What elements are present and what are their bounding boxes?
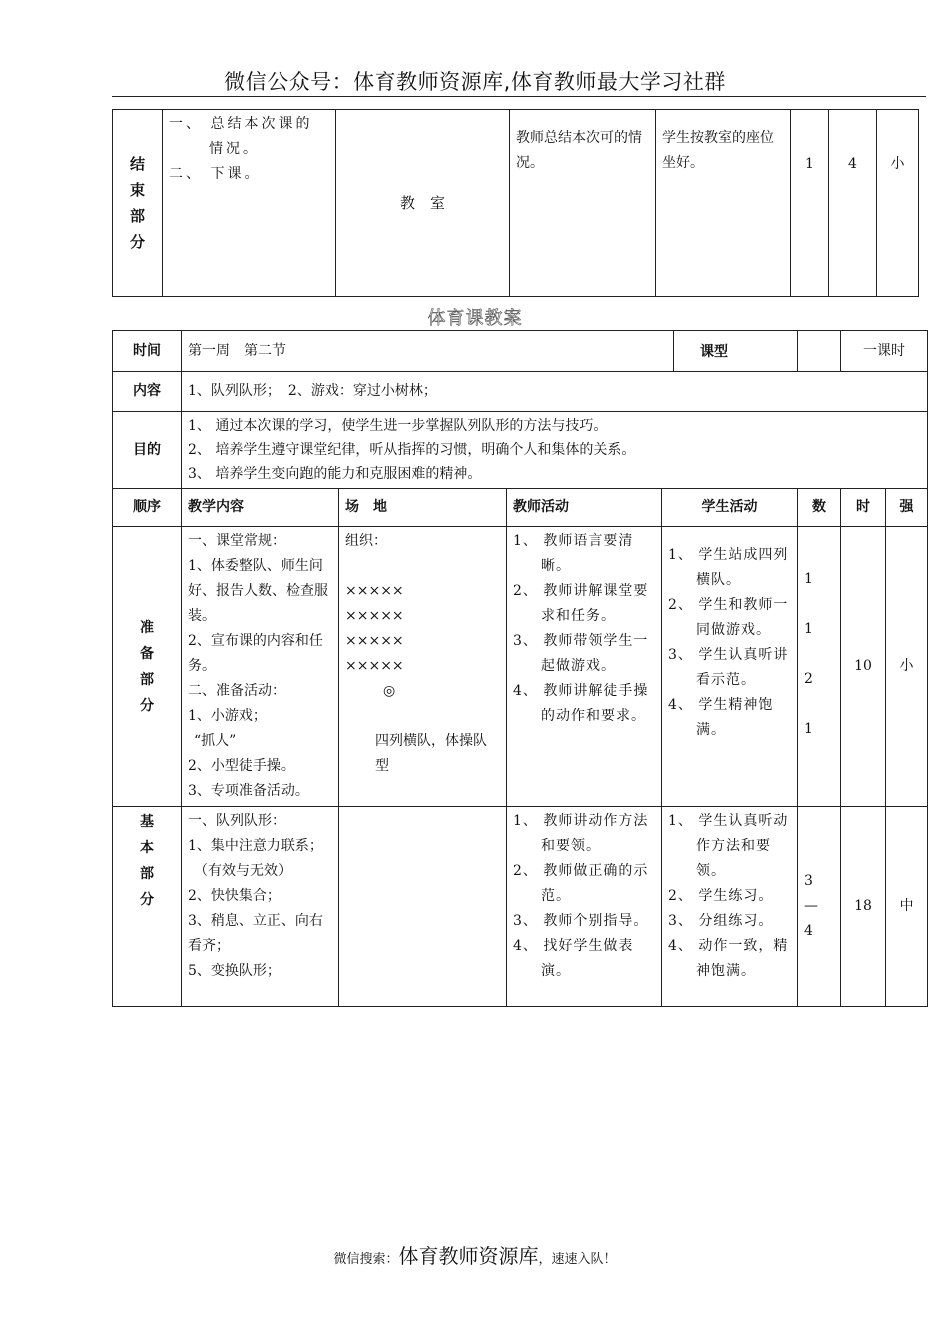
type-value: 一课时 [841,331,928,372]
goal-list [182,412,928,489]
header-rule [112,96,926,97]
type-divider [673,330,674,371]
type-label [798,331,841,372]
content-label: 内容 [113,372,182,412]
page-footer: 微信搜索：体育教师资源库，速速入队！ [333,1244,617,1268]
basic-venue [339,807,507,1007]
closing-student: 学生按教室的座位坐好。 [656,110,791,297]
formation-note: 四列横队，体操队型 [375,733,487,774]
closing-time: 4 [829,110,877,297]
lesson-title: 体育课教案 [427,308,523,329]
basic-count: 3 — 4 [798,807,841,1007]
prep-label: 准 备 部 分 [113,527,182,807]
col-header-content: 教学内容 [182,489,339,527]
prep-venue: 组织： ××××× ××××× ××××× ××××× ◎ 四列横队，体操队型 [339,527,507,807]
basic-teacher: 1、 教师讲动作方法和要领。 2、 教师做正确的示范。 3、 教师个别指导。 4、 找好学生做表演。 [507,807,662,1007]
basic-label: 基 本 部 分 [113,807,182,1007]
goal-item: 1、 通过本次课的学习，使学生进一步掌握队列队形的方法与技巧。 [188,418,608,434]
formation-row: ××××× [345,658,404,674]
goal-item: 3、 培养学生变向跑的能力和克服困难的精神。 [188,466,482,482]
col-header-intensity: 强 [886,489,928,527]
content-value: 1、队列队形； 2、游戏：穿过小树林； [182,372,928,412]
time-value: 第一周 第二节 [182,331,798,372]
goal-label: 目的 [113,412,182,489]
prep-student: 1、 学生站成四列横队。 2、 学生和教师一同做游戏。 3、 学生认真听讲看示范。 4、 学生精神饱满。 [662,527,798,807]
col-header-teacher: 教师活动 [507,489,662,527]
col-header-time: 时 [841,489,886,527]
time-label: 时间 [113,331,182,372]
basic-time: 18 [841,807,886,1007]
closing-count: 1 [791,110,829,297]
type-label-text: 课型 [700,344,728,360]
prep-counts: 1 1 2 1 [798,527,841,807]
closing-venue: 教 室 [336,110,510,297]
prep-time: 10 [841,527,886,807]
formation-row: ××××× [345,633,404,649]
basic-intensity: 中 [886,807,928,1007]
basic-student: 1、 学生认真听动作方法和要领。 2、 学生练习。 3、 分组练习。 4、 动作一致，精神饱满。 [662,807,798,1007]
teacher-position-mark: ◎ [383,683,396,699]
closing-intensity: 小 [877,110,919,297]
lesson-plan-table [112,330,928,1007]
basic-content: 一、队列队形： 1、集中注意力联系； （有效与无效） 2、快快集合； 3、稍息、立正、向右看齐； 5、变换队形； [182,807,339,1007]
closing-label: 结 束 部 分 [113,110,163,297]
page-header: 微信公众号：体育教师资源库,体育教师最大学习社群 [224,70,726,94]
closing-section-table [112,109,919,297]
prep-intensity: 小 [886,527,928,807]
col-header-order: 顺序 [113,489,182,527]
col-header-student: 学生活动 [662,489,798,527]
closing-content: 一、 总结本次课的 情况。 二、 下课。 [163,110,336,297]
col-header-venue: 场 地 [339,489,507,527]
formation-row: ××××× [345,583,404,599]
col-header-count: 数 [798,489,841,527]
prep-content: 一、课堂常规： 1、体委整队、师生问好、报告人数、检查服装。 2、宣布课的内容和任务。 二、准备活动： 1、小游戏； “抓人” 2、小型徒手操。 3、专项准备活动。 [182,527,339,807]
prep-teacher: 1、 教师语言要清晰。 2、 教师讲解课堂要求和任务。 3、 教师带领学生一起做游戏。 4、 教师讲解徒手操的动作和要求。 [507,527,662,807]
formation-row: ××××× [345,608,404,624]
goal-item: 2、 培养学生遵守课堂纪律，听从指挥的习惯，明确个人和集体的关系。 [188,442,636,458]
closing-teacher: 教师总结本次可的情况。 [510,110,656,297]
